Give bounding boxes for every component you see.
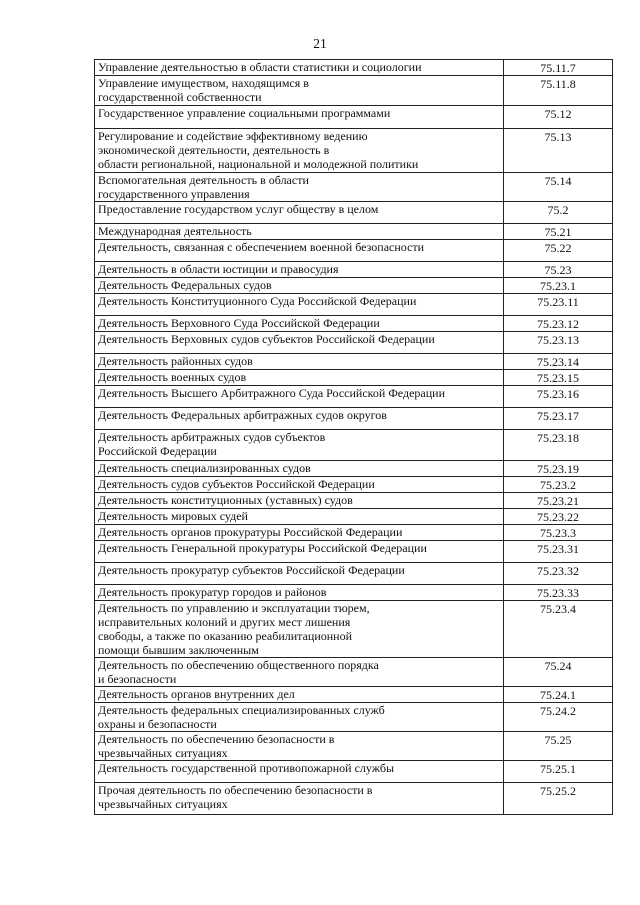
activity-code-cell: 75.23.21 [504, 493, 613, 509]
activity-name-line: помощи бывшим заключенным [98, 643, 259, 657]
activity-code-cell: 75.23.31 [504, 541, 613, 563]
activity-code-cell: 75.23.32 [504, 563, 613, 585]
activity-code-cell: 75.21 [504, 224, 613, 240]
activity-code-cell: 75.23.17 [504, 408, 613, 430]
activity-code-cell: 75.24.2 [504, 703, 613, 732]
activity-name-cell [95, 732, 504, 761]
activity-name-line: экономической деятельности, деятельность в [98, 143, 330, 157]
activity-code-cell: 75.24 [504, 658, 613, 687]
table-row [95, 493, 613, 509]
table-row [95, 370, 613, 386]
activity-name-line: Регулирование и содействие эффективному ведению [98, 129, 368, 143]
activity-name-line: Управление имуществом, находящимся в [98, 76, 309, 90]
activity-name-line: Деятельность Конституционного Суда Российской Федерации [98, 294, 417, 308]
table-row [95, 332, 613, 354]
activity-name-cell [95, 278, 504, 294]
activity-name-cell [95, 761, 504, 783]
activity-code-cell: 75.23.1 [504, 278, 613, 294]
activity-name-cell [95, 585, 504, 601]
activity-code-cell: 75.23.19 [504, 461, 613, 477]
activity-name-cell [95, 601, 504, 658]
activity-name-line: чрезвычайных ситуациях [98, 797, 228, 811]
activity-name-cell [95, 430, 504, 461]
activity-name-cell [95, 129, 504, 173]
activity-name-cell [95, 477, 504, 493]
activity-code-cell: 75.25 [504, 732, 613, 761]
activity-name-cell [95, 316, 504, 332]
table-row [95, 509, 613, 525]
activity-name-cell [95, 76, 504, 106]
activity-name-cell [95, 370, 504, 386]
activity-name-cell [95, 658, 504, 687]
activity-name-line: Вспомогательная деятельность в области [98, 173, 309, 187]
page-number: 21 [313, 36, 327, 51]
activity-name-line: Прочая деятельность по обеспечению безопасности в [98, 783, 373, 797]
activity-name-line: Деятельность районных судов [98, 354, 253, 368]
activity-name-line: Деятельность Верховных судов субъектов Российской Федерации [98, 332, 435, 346]
activity-name-cell [95, 202, 504, 224]
table-row [95, 354, 613, 370]
activity-name-line: Государственное управление социальными программами [98, 106, 391, 120]
activity-name-line: Российской Федерации [98, 444, 217, 458]
activity-name-line: Деятельность Высшего Арбитражного Суда Российской Федерации [98, 386, 445, 400]
activity-name-cell [95, 461, 504, 477]
activity-code-cell: 75.23.18 [504, 430, 613, 461]
activity-name-cell [95, 783, 504, 815]
table-row [95, 703, 613, 732]
activity-code-cell: 75.23 [504, 262, 613, 278]
table-row [95, 294, 613, 316]
activity-code-cell: 75.23.16 [504, 386, 613, 408]
activity-name-cell [95, 60, 504, 76]
activity-name-line: области региональной, национальной и молодежной политики [98, 157, 419, 171]
activity-name-cell [95, 525, 504, 541]
activity-name-line: исправительных колоний и других мест лишения [98, 615, 351, 629]
activity-code-cell: 75.22 [504, 240, 613, 262]
activity-code-cell: 75.25.2 [504, 783, 613, 815]
activity-code-cell: 75.2 [504, 202, 613, 224]
activity-code-cell: 75.11.7 [504, 60, 613, 76]
classifier-table-body [95, 60, 613, 815]
activity-code-cell: 75.23.12 [504, 316, 613, 332]
activity-code-cell: 75.13 [504, 129, 613, 173]
classifier-table [94, 59, 613, 815]
activity-name-line: Деятельность органов прокуратуры Российской Федерации [98, 525, 403, 539]
activity-name-line: государственного управления [98, 187, 250, 201]
activity-code-cell: 75.12 [504, 106, 613, 129]
activity-name-line: и безопасности [98, 672, 177, 686]
activity-name-line: Деятельность, связанная с обеспечением военной безопасности [98, 240, 425, 254]
activity-name-cell [95, 563, 504, 585]
table-row [95, 224, 613, 240]
activity-code-cell: 75.25.1 [504, 761, 613, 783]
activity-name-cell [95, 687, 504, 703]
activity-name-line: государственной собственности [98, 90, 262, 104]
table-row [95, 687, 613, 703]
table-row [95, 76, 613, 106]
table-row [95, 129, 613, 173]
activity-code-cell: 75.23.22 [504, 509, 613, 525]
activity-name-line: Деятельность прокуратур субъектов Российской Федерации [98, 563, 405, 577]
activity-code-cell: 75.11.8 [504, 76, 613, 106]
activity-name-line: Деятельность Федеральных арбитражных судов округов [98, 408, 387, 422]
activity-name-line: Управление деятельностью в области статистики и социологии [98, 60, 422, 74]
activity-code-cell: 75.23.4 [504, 601, 613, 658]
table-row [95, 430, 613, 461]
activity-code-cell: 75.23.2 [504, 477, 613, 493]
activity-code-cell: 75.23.3 [504, 525, 613, 541]
activity-code-cell: 75.23.13 [504, 332, 613, 354]
table-row [95, 240, 613, 262]
table-row [95, 563, 613, 585]
table-row [95, 732, 613, 761]
activity-name-cell [95, 703, 504, 732]
activity-name-line: Деятельность судов субъектов Российской Федерации [98, 477, 375, 491]
activity-name-cell [95, 541, 504, 563]
activity-name-line: Деятельность Федеральных судов [98, 278, 272, 292]
activity-name-line: Международная деятельность [98, 224, 252, 238]
activity-name-line: Деятельность специализированных судов [98, 461, 311, 475]
activity-name-line: Деятельность Генеральной прокуратуры Российской Федерации [98, 541, 427, 555]
table-row [95, 202, 613, 224]
table-row [95, 316, 613, 332]
activity-name-cell [95, 173, 504, 202]
activity-name-cell [95, 240, 504, 262]
activity-name-line: Деятельность арбитражных судов субъектов [98, 430, 326, 444]
table-row [95, 106, 613, 129]
activity-name-cell [95, 332, 504, 354]
table-row [95, 60, 613, 76]
table-row [95, 262, 613, 278]
activity-name-line: Деятельность прокуратур городов и районов [98, 585, 327, 599]
activity-name-line: Деятельность военных судов [98, 370, 247, 384]
table-row [95, 461, 613, 477]
activity-name-cell [95, 354, 504, 370]
activity-name-line: Деятельность федеральных специализированных служб [98, 703, 385, 717]
table-row [95, 541, 613, 563]
activity-name-line: охраны и безопасности [98, 717, 217, 731]
table-row [95, 173, 613, 202]
table-row [95, 658, 613, 687]
activity-name-line: Деятельность Верховного Суда Российской Федерации [98, 316, 380, 330]
activity-name-line: Деятельность по обеспечению общественного порядка [98, 658, 379, 672]
activity-name-line: Деятельность мировых судей [98, 509, 248, 523]
activity-name-line: чрезвычайных ситуациях [98, 746, 228, 760]
activity-name-cell [95, 509, 504, 525]
table-row [95, 783, 613, 815]
table-row [95, 278, 613, 294]
activity-name-cell [95, 386, 504, 408]
table-row [95, 477, 613, 493]
activity-name-line: Деятельность конституционных (уставных) судов [98, 493, 353, 507]
activity-name-line: Деятельность в области юстиции и правосудия [98, 262, 339, 276]
activity-code-cell: 75.24.1 [504, 687, 613, 703]
activity-name-cell [95, 262, 504, 278]
table-row [95, 761, 613, 783]
activity-code-cell: 75.23.15 [504, 370, 613, 386]
activity-code-cell: 75.23.14 [504, 354, 613, 370]
table-row [95, 601, 613, 658]
activity-name-cell [95, 224, 504, 240]
activity-name-cell [95, 408, 504, 430]
activity-name-cell [95, 106, 504, 129]
activity-name-line: Деятельность органов внутренних дел [98, 687, 295, 701]
table-row [95, 408, 613, 430]
activity-name-line: свободы, а также по оказанию реабилитационной [98, 629, 353, 643]
activity-name-line: Деятельность государственной противопожарной службы [98, 761, 395, 775]
activity-code-cell: 75.23.11 [504, 294, 613, 316]
activity-code-cell: 75.23.33 [504, 585, 613, 601]
activity-name-cell [95, 493, 504, 509]
activity-name-cell [95, 294, 504, 316]
table-row [95, 525, 613, 541]
activity-name-line: Деятельность по управлению и эксплуатации тюрем, [98, 601, 370, 615]
table-row [95, 386, 613, 408]
activity-code-cell: 75.14 [504, 173, 613, 202]
table-row [95, 585, 613, 601]
activity-name-line: Предоставление государством услуг обществу в целом [98, 202, 379, 216]
activity-name-line: Деятельность по обеспечению безопасности в [98, 732, 335, 746]
